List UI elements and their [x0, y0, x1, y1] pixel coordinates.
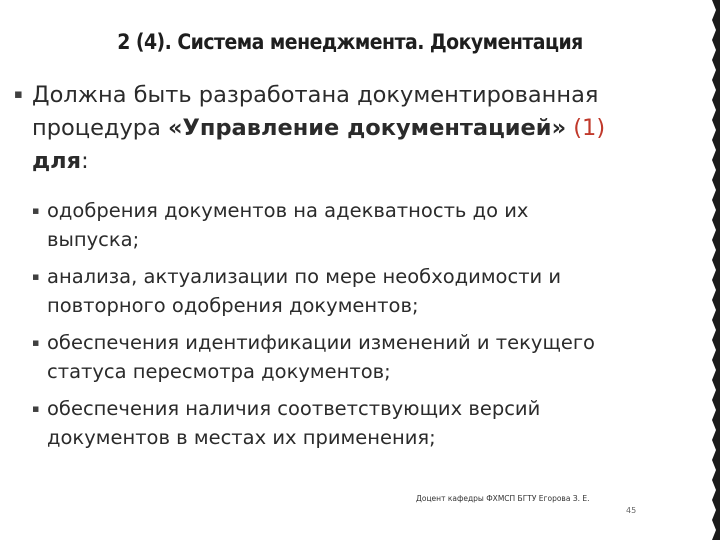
sub-bullet-item: [32, 328, 692, 386]
main-bullet-line1: Должна быть разработана документированная: [32, 82, 599, 108]
bullet-marker: ▪: [32, 204, 40, 217]
sub-bullet-line1: одобрения документов на адекватность до их: [47, 199, 529, 222]
sub-bullet-item: [32, 262, 692, 320]
sub-bullet-line1: обеспечения идентификации изменений и текущего: [47, 331, 595, 354]
main-bullet: [14, 78, 694, 178]
sub-bullet-line2: повторного одобрения документов;: [47, 294, 419, 317]
sub-bullet-line2: выпуска;: [47, 228, 140, 251]
bullet-marker: ▪: [32, 402, 40, 415]
slide-title: 2 (4). Система менеджмента. Документация: [117, 30, 583, 54]
page-number: 45: [626, 506, 637, 515]
edge-zigzag: [712, 0, 720, 540]
bullet-marker: ▪: [14, 87, 23, 102]
sub-bullet-list: [32, 196, 692, 460]
sub-bullet-line1: обеспечения наличия соответствующих версий: [47, 397, 541, 420]
sub-bullet-item: [32, 394, 692, 452]
bullet-marker: ▪: [32, 336, 40, 349]
sub-bullet-line2: статуса пересмотра документов;: [47, 360, 391, 383]
main-bullet-line3-suffix: :: [81, 148, 89, 174]
author-footer: Доцент кафедры ФХМСП БГТУ Егорова З. Е.: [416, 494, 590, 503]
main-bullet-line2-prefix: процедура: [32, 115, 169, 141]
reference-number: (1): [573, 115, 606, 141]
sub-bullet-item: [32, 196, 692, 254]
bullet-marker: ▪: [32, 270, 40, 283]
sub-bullet-line2: документов в местах их применения;: [47, 426, 436, 449]
procedure-name: «Управление документацией»: [168, 115, 567, 141]
sub-bullet-line1: анализа, актуализации по мере необходимости и: [47, 265, 562, 288]
slide-edge-decoration: [702, 0, 720, 540]
main-bullet-line3-bold: для: [32, 148, 82, 174]
